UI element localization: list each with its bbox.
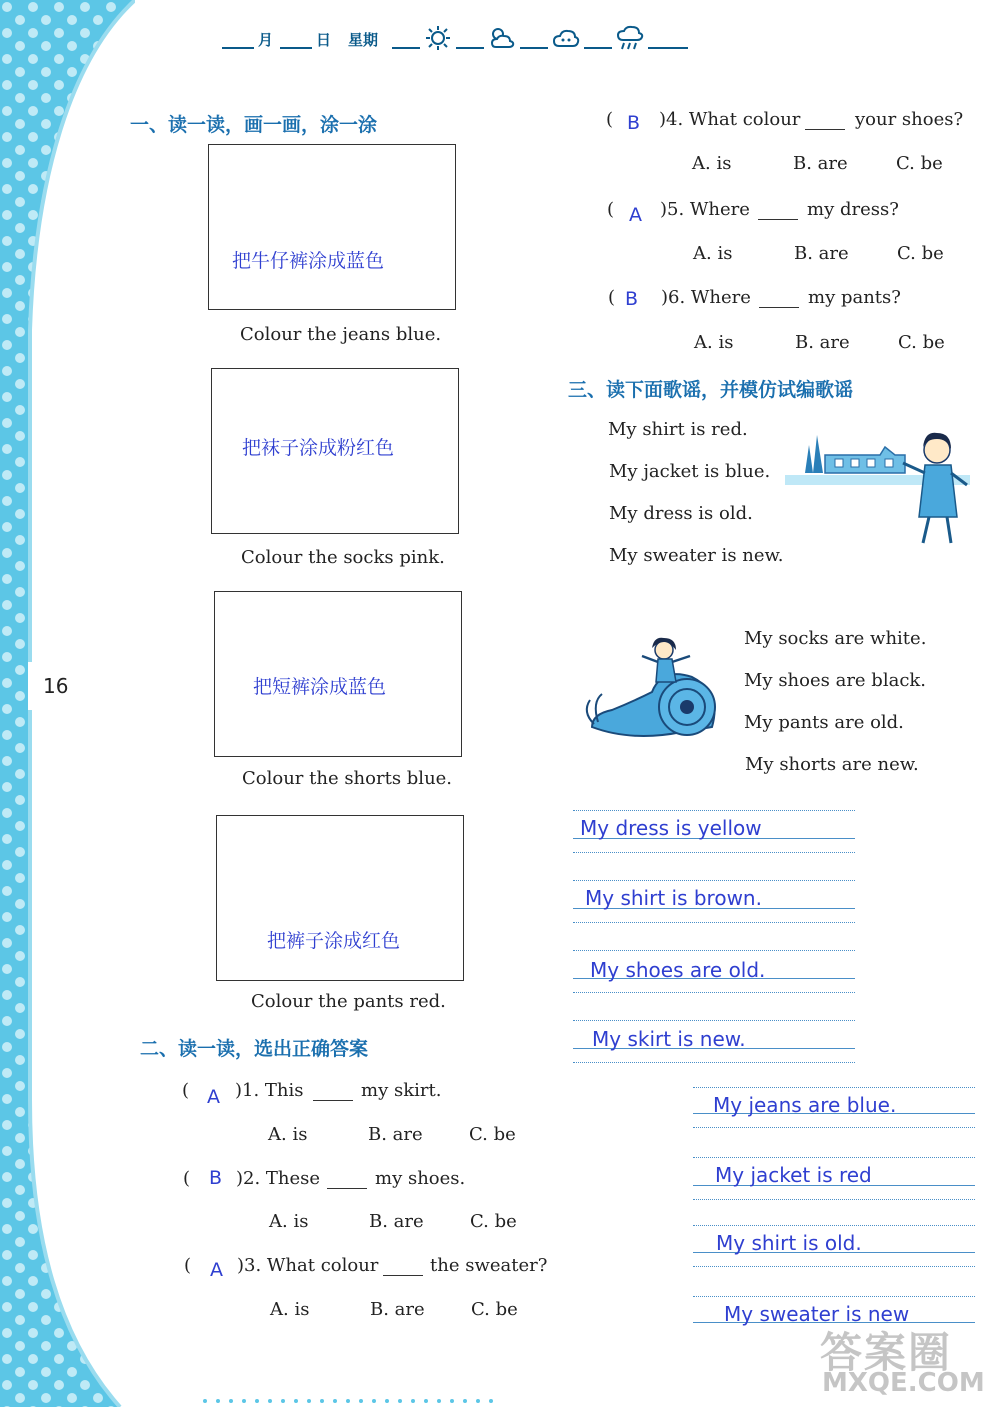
question-2-stem: )2. These [236, 1168, 321, 1189]
colouring-box-pants[interactable] [216, 815, 464, 981]
question-4-stem: )4. What colour [659, 109, 801, 130]
section2-title: 二、读一读，选出正确答案 [140, 1038, 369, 1060]
answer-3[interactable]: A [210, 1259, 223, 1281]
question-1 [182, 1080, 189, 1101]
open-paren: ( [606, 109, 614, 130]
weather-blank-3 [584, 47, 612, 49]
question-2 [183, 1168, 190, 1189]
blank-line [758, 219, 798, 220]
open-paren: ( [608, 287, 616, 308]
weather-blank-1 [456, 47, 484, 49]
open-paren: ( [182, 1080, 190, 1101]
written-answer: 把裤子涂成红色 [267, 930, 401, 952]
section3-title: 三、读下面歌谣，并模仿试编歌谣 [568, 379, 854, 401]
answer-4[interactable]: B [627, 112, 641, 134]
answer-6[interactable]: B [625, 288, 639, 310]
poem-line: My jacket is blue. [609, 461, 771, 482]
handwritten-line[interactable]: My jacket is red [715, 1163, 872, 1187]
month-blank [222, 47, 254, 49]
section1-title: 一、读一读，画一画，涂一涂 [130, 114, 378, 136]
option-b: B. are [369, 1211, 424, 1232]
question-6-stem: )6. Where [661, 287, 751, 308]
option-b: B. are [368, 1124, 423, 1145]
page-number: 16 [28, 662, 88, 710]
blank-line [759, 307, 799, 308]
date-header [222, 25, 702, 55]
option-c: C. be [471, 1299, 518, 1320]
poem-line: My dress is old. [609, 503, 753, 524]
option-c: C. be [897, 243, 944, 264]
watermark [820, 1320, 995, 1405]
question-5-tail: my dress? [807, 199, 899, 220]
question-5-stem: )5. Where [660, 199, 750, 220]
handwritten-line[interactable]: My jeans are blue. [713, 1093, 897, 1117]
question-3-tail: the sweater? [430, 1255, 548, 1276]
question-2-tail: my shoes. [375, 1168, 466, 1189]
question-5 [607, 199, 614, 220]
weather-blank-2 [520, 47, 548, 49]
option-c: C. be [469, 1124, 516, 1145]
colouring-box-jeans[interactable] [208, 144, 456, 310]
option-b: B. are [795, 332, 850, 353]
poem-line: My shoes are black. [744, 670, 927, 691]
option-c: C. be [470, 1211, 517, 1232]
option-c: C. be [898, 332, 945, 353]
partly-cloudy-icon [488, 25, 516, 51]
watermark-text: 答案圈 [820, 1328, 953, 1377]
option-c: C. be [896, 153, 943, 174]
girl-house-illustration [785, 425, 975, 550]
option-b: B. are [370, 1299, 425, 1320]
instruction-caption: Colour the socks pink. [241, 547, 445, 568]
blank-line [383, 1275, 423, 1276]
instruction-caption: Colour the pants red. [251, 991, 446, 1012]
question-6 [608, 287, 615, 308]
question-4-tail: your shoes? [855, 109, 964, 130]
open-paren: ( [607, 199, 615, 220]
handwritten-line[interactable]: My skirt is new. [592, 1027, 746, 1051]
option-a: A. is [694, 332, 734, 353]
option-a: A. is [268, 1124, 308, 1145]
watermark-url: MXQE.COM [822, 1368, 985, 1398]
poem-line: My sweater is new. [609, 545, 784, 566]
question-1-tail: my skirt. [361, 1080, 442, 1101]
month-label: 月 [258, 31, 274, 49]
blank-line [805, 129, 845, 130]
handwritten-line[interactable]: My shirt is brown. [585, 886, 762, 910]
weekday-label: 星期 [348, 31, 379, 49]
poem-line: My pants are old. [744, 712, 904, 733]
written-answer: 把短裤涂成蓝色 [253, 676, 387, 698]
option-b: B. are [793, 153, 848, 174]
answer-2[interactable]: B [209, 1167, 223, 1189]
option-a: A. is [693, 243, 733, 264]
question-3 [184, 1255, 191, 1276]
question-1-stem: )1. This [235, 1080, 304, 1101]
weather-blank-4 [648, 47, 688, 49]
option-b: B. are [794, 243, 849, 264]
answer-5[interactable]: A [629, 204, 642, 226]
bottom-dot-decoration [200, 1396, 500, 1406]
open-paren: ( [183, 1168, 191, 1189]
handwritten-line[interactable]: My shirt is old. [716, 1231, 862, 1255]
handwritten-line[interactable]: My sweater is new [724, 1302, 910, 1326]
rain-icon [616, 25, 644, 51]
answer-1[interactable]: A [207, 1086, 220, 1108]
poem-line: My shorts are new. [745, 754, 919, 775]
handwritten-line[interactable]: My shoes are old. [590, 958, 766, 982]
cloudy-icon [552, 25, 580, 51]
question-4 [606, 109, 613, 130]
option-a: A. is [270, 1299, 310, 1320]
written-answer: 把牛仔裤涂成蓝色 [232, 250, 385, 272]
blank-line [313, 1100, 353, 1101]
written-answer: 把袜子涂成粉红色 [242, 437, 395, 459]
option-a: A. is [269, 1211, 309, 1232]
open-paren: ( [184, 1255, 192, 1276]
poem-line: My socks are white. [744, 628, 927, 649]
instruction-caption: Colour the jeans blue. [240, 324, 442, 345]
instruction-caption: Colour the shorts blue. [242, 768, 453, 789]
weekday-blank [392, 47, 420, 49]
day-label: 日 [316, 31, 332, 49]
handwritten-line[interactable]: My dress is yellow [580, 816, 762, 840]
option-a: A. is [692, 153, 732, 174]
question-3-stem: )3. What colour [237, 1255, 379, 1276]
poem-line: My shirt is red. [608, 419, 748, 440]
sun-icon [424, 25, 452, 51]
blank-line [327, 1188, 367, 1189]
kid-snail-illustration [572, 632, 737, 752]
question-6-tail: my pants? [808, 287, 901, 308]
day-blank [280, 47, 312, 49]
